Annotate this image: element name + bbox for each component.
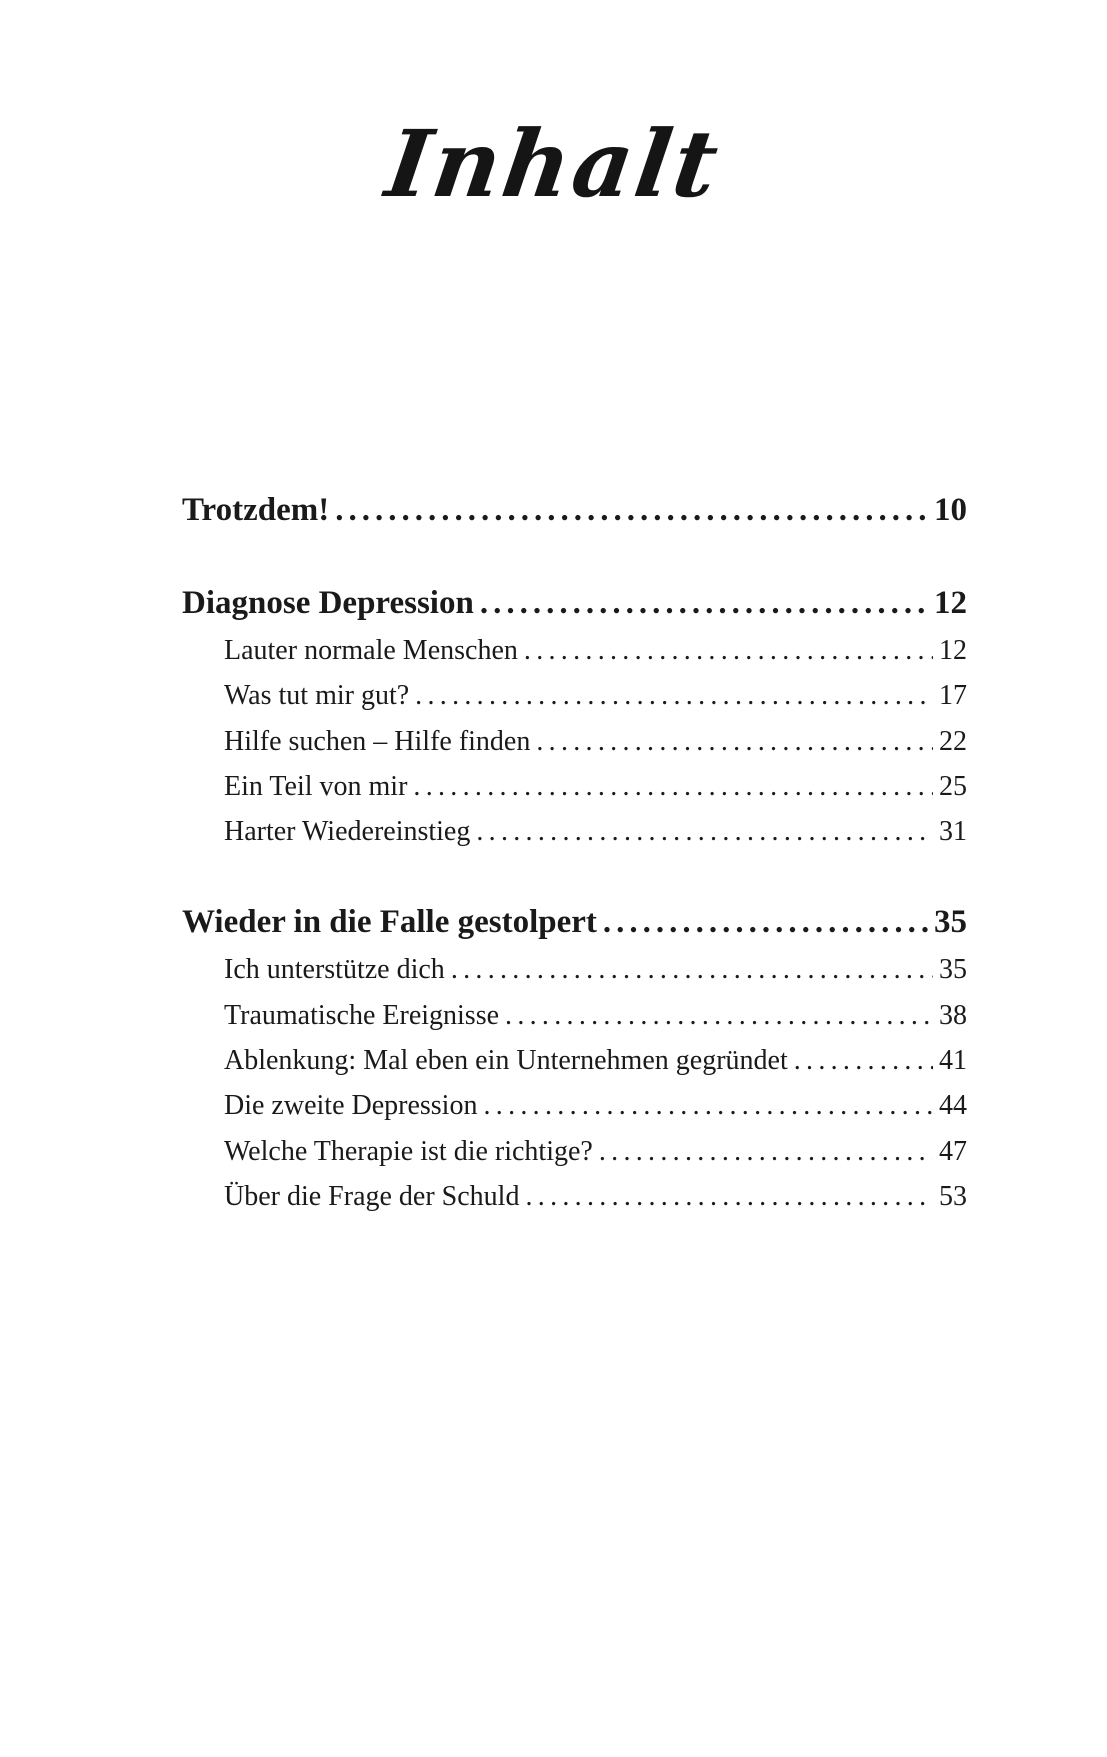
toc-entry-title: Ablenkung: Mal eben ein Unternehmen gegründet bbox=[224, 1045, 788, 1077]
toc-page-number: 22 bbox=[939, 725, 967, 757]
leader-dots bbox=[505, 1000, 933, 1032]
toc-entry-title: Die zweite Depression bbox=[224, 1090, 478, 1122]
toc-chapter-row[interactable] bbox=[182, 492, 967, 542]
toc-entry-row[interactable] bbox=[182, 954, 967, 999]
toc-entry-title: Lauter normale Menschen bbox=[224, 635, 518, 666]
toc-entry-row[interactable] bbox=[182, 680, 967, 725]
leader-dots bbox=[483, 1090, 933, 1122]
toc-entry-row[interactable] bbox=[182, 816, 967, 861]
leader-dots bbox=[599, 1136, 933, 1168]
leader-dots bbox=[415, 680, 933, 712]
leader-dots bbox=[476, 816, 933, 848]
toc-entry-title: Traumatische Ereignisse bbox=[224, 999, 500, 1031]
toc-chapter-title: Trotzdem! bbox=[182, 492, 330, 528]
toc-entry-title: Welche Therapie ist die richtige? bbox=[224, 1135, 593, 1167]
toc-entry-title: Ein Teil von mir bbox=[224, 770, 408, 802]
toc-page-number: 35 bbox=[934, 904, 967, 941]
toc-entry-title: Hilfe suchen – Hilfe finden bbox=[224, 725, 531, 757]
toc-entry-title: Harter Wiedereinstieg bbox=[224, 816, 471, 848]
toc-page-number: 31 bbox=[939, 816, 967, 848]
toc-entry-row[interactable] bbox=[182, 726, 967, 771]
toc-chapter-row[interactable] bbox=[182, 904, 967, 954]
toc-entry-row[interactable] bbox=[182, 771, 967, 816]
toc-entry-row[interactable] bbox=[182, 1090, 967, 1135]
toc-entry-row[interactable] bbox=[182, 1136, 967, 1181]
toc-chapter-title: Wieder in die Falle gestolpert bbox=[182, 904, 597, 941]
toc-chapter-row[interactable] bbox=[182, 585, 967, 635]
toc-page-number: 12 bbox=[934, 585, 967, 621]
toc-page-number: 53 bbox=[939, 1180, 967, 1212]
toc-page-number: 38 bbox=[939, 999, 967, 1031]
table-of-contents bbox=[182, 492, 967, 1269]
leader-dots bbox=[525, 1181, 933, 1213]
toc-entry-row[interactable] bbox=[182, 1045, 967, 1090]
leader-dots bbox=[536, 726, 933, 758]
toc-chapter bbox=[182, 585, 967, 861]
toc-page-number: 41 bbox=[939, 1045, 967, 1077]
toc-chapter bbox=[182, 904, 967, 1226]
toc-chapter bbox=[182, 492, 967, 542]
leader-dots bbox=[603, 904, 928, 941]
toc-chapter-title: Diagnose Depression bbox=[182, 585, 474, 621]
toc-entry-row[interactable] bbox=[182, 1000, 967, 1045]
toc-page-number: 44 bbox=[939, 1090, 967, 1122]
toc-entry-title: Ich unterstütze dich bbox=[224, 954, 445, 986]
toc-page-number: 25 bbox=[939, 770, 967, 802]
leader-dots bbox=[794, 1045, 933, 1077]
page-title: Inhalt bbox=[379, 110, 728, 218]
leader-dots bbox=[524, 635, 933, 667]
toc-entry-title: Was tut mir gut? bbox=[224, 680, 410, 712]
toc-entry-row[interactable] bbox=[182, 1181, 967, 1226]
leader-dots bbox=[451, 954, 933, 986]
leader-dots bbox=[335, 492, 928, 529]
toc-page-number: 12 bbox=[939, 635, 967, 666]
toc-entry-row[interactable] bbox=[182, 635, 967, 680]
toc-page-number: 10 bbox=[934, 492, 967, 528]
toc-page-number: 17 bbox=[939, 680, 967, 712]
toc-page-number: 35 bbox=[939, 954, 967, 986]
toc-page-number: 47 bbox=[939, 1135, 967, 1167]
leader-dots bbox=[413, 771, 933, 803]
toc-entry-title: Über die Frage der Schuld bbox=[224, 1180, 520, 1212]
leader-dots bbox=[480, 585, 928, 622]
